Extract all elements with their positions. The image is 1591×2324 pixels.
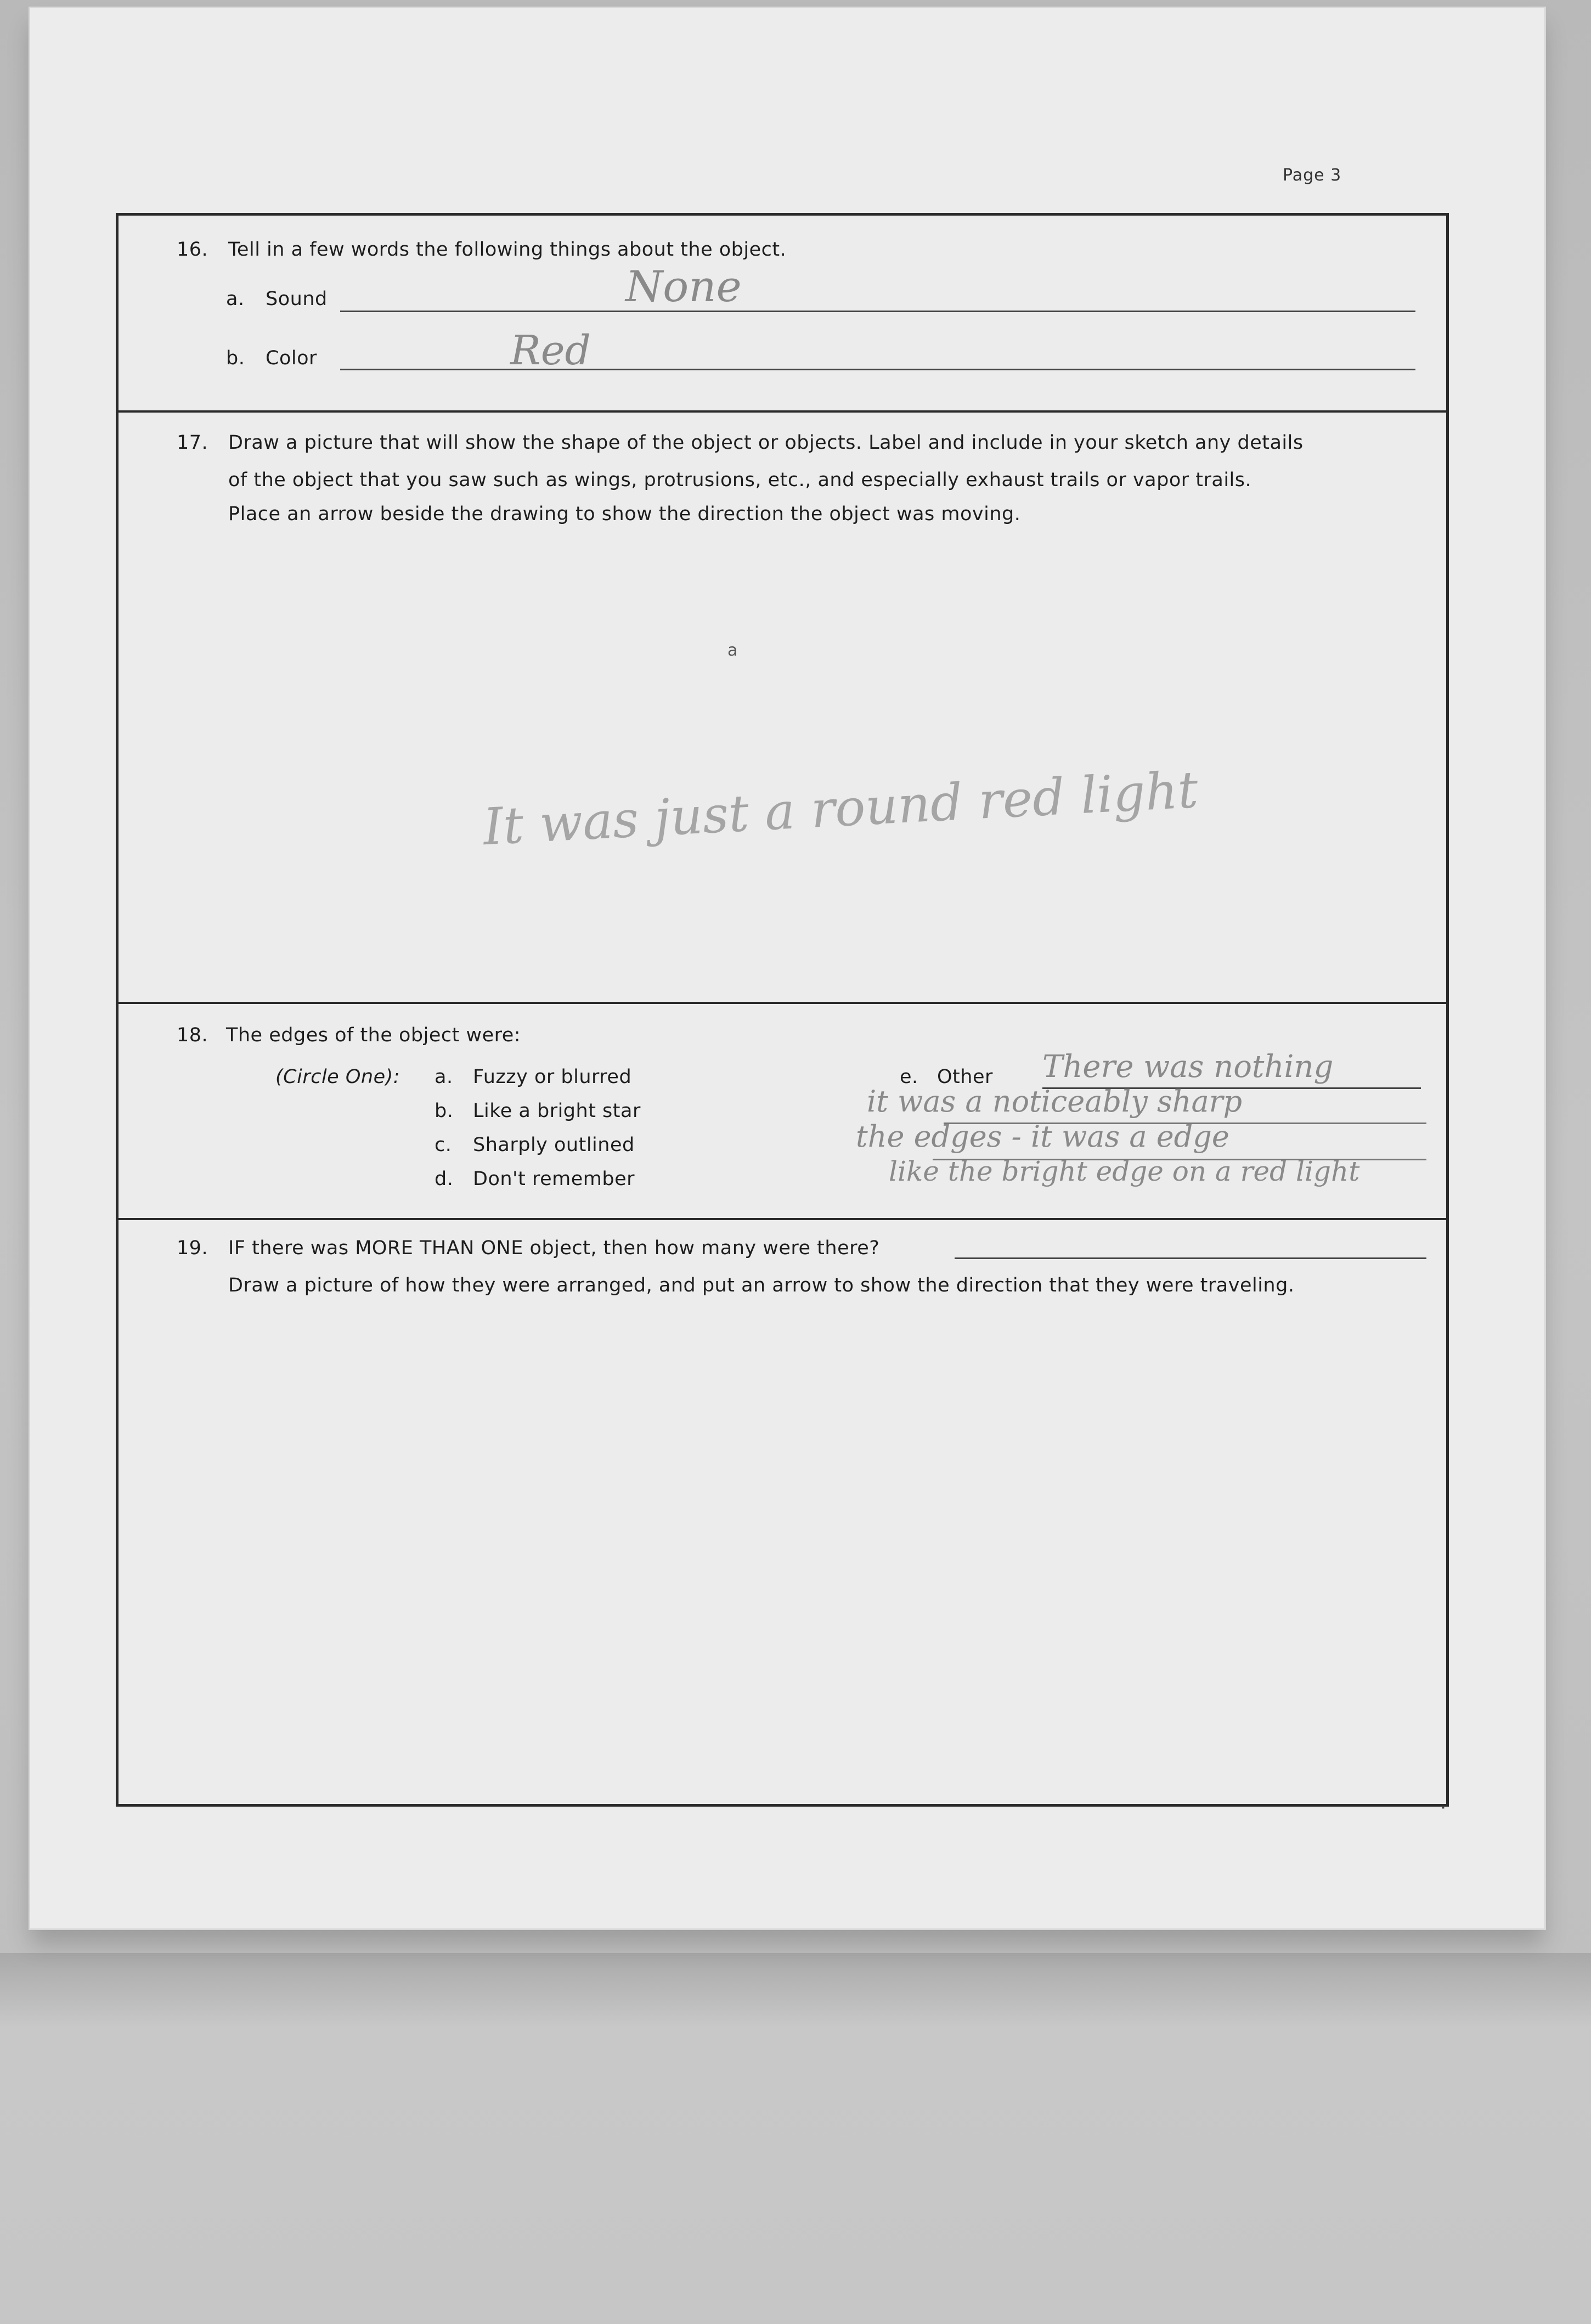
q17-line1: Draw a picture that will show the shape of the object or objects. Label and include in your sketch any details [228, 432, 1304, 454]
q18-other-answer-line-4: like the bright edge on a red light [889, 1155, 1360, 1187]
q17-line2: of the object that you saw such as wings, protrusions, etc., and especially exhaust trails or vapor trails. [228, 469, 1252, 491]
q19-line1 [228, 1239, 879, 1258]
q19-count-answer-line[interactable] [955, 1257, 1426, 1259]
q18-other-answer-line-1: There was nothing [1042, 1049, 1334, 1085]
q18-other-answer-line-3: the edges - it was a edge [856, 1119, 1229, 1154]
q19-line1-emphasis: MORE THAN ONE [355, 1237, 523, 1259]
q16-number: 16. [177, 239, 208, 261]
section-divider [116, 1002, 1449, 1004]
q18-option-d-text[interactable]: Don't remember [473, 1168, 635, 1190]
q16-a-answer-line[interactable] [340, 311, 1415, 312]
q18-instruction: (Circle One): [275, 1066, 400, 1088]
q18-option-c-text[interactable]: Sharply outlined [473, 1134, 635, 1156]
q18-option-e-label[interactable]: e. [900, 1066, 918, 1088]
scanner-bed [0, 1953, 1591, 2324]
q19-line1-post: object, then how many were there? [523, 1237, 880, 1259]
q16-a-label: a. [226, 288, 245, 310]
q17-sketch-mark: a [727, 641, 738, 660]
q17-line3: Place an arrow beside the drawing to show the direction the object was moving. [228, 503, 1021, 525]
q16-a-text: Sound [266, 288, 328, 310]
q16-b-answer: Red [510, 327, 591, 374]
q18-number: 18. [177, 1024, 208, 1046]
q18-option-a-text[interactable]: Fuzzy or blurred [473, 1066, 632, 1088]
q16-b-answer-line[interactable] [340, 369, 1415, 370]
q18-other-answer-line-2: it was a noticeably sharp [867, 1084, 1243, 1119]
q16-prompt: Tell in a few words the following things about the object. [228, 239, 787, 261]
q19-line2: Draw a picture of how they were arranged, and put an arrow to show the direction that they were traveling. [228, 1274, 1295, 1296]
q16-b-label: b. [226, 347, 245, 369]
section-divider [116, 1218, 1449, 1220]
q18-option-e-text[interactable]: Other [937, 1066, 993, 1088]
q18-option-c-label[interactable]: c. [435, 1134, 452, 1156]
q16-a-answer: None [625, 262, 742, 312]
q19-number: 19. [177, 1237, 208, 1259]
q18-prompt: The edges of the object were: [226, 1024, 521, 1046]
section-divider [116, 410, 1449, 413]
q17-number: 17. [177, 432, 208, 454]
q16-b-text: Color [266, 347, 317, 369]
q18-option-d-label[interactable]: d. [435, 1168, 454, 1190]
q17-handwritten-note: It was just a round red light [482, 760, 1200, 857]
q18-option-b-label[interactable]: b. [435, 1100, 454, 1122]
page-number: Page 3 [1283, 166, 1342, 185]
q18-option-a-label[interactable]: a. [435, 1066, 453, 1088]
registration-tick: · [1440, 1795, 1447, 1820]
q19-line1-pre: IF there was [228, 1237, 356, 1259]
q18-option-b-text[interactable]: Like a bright star [473, 1100, 641, 1122]
